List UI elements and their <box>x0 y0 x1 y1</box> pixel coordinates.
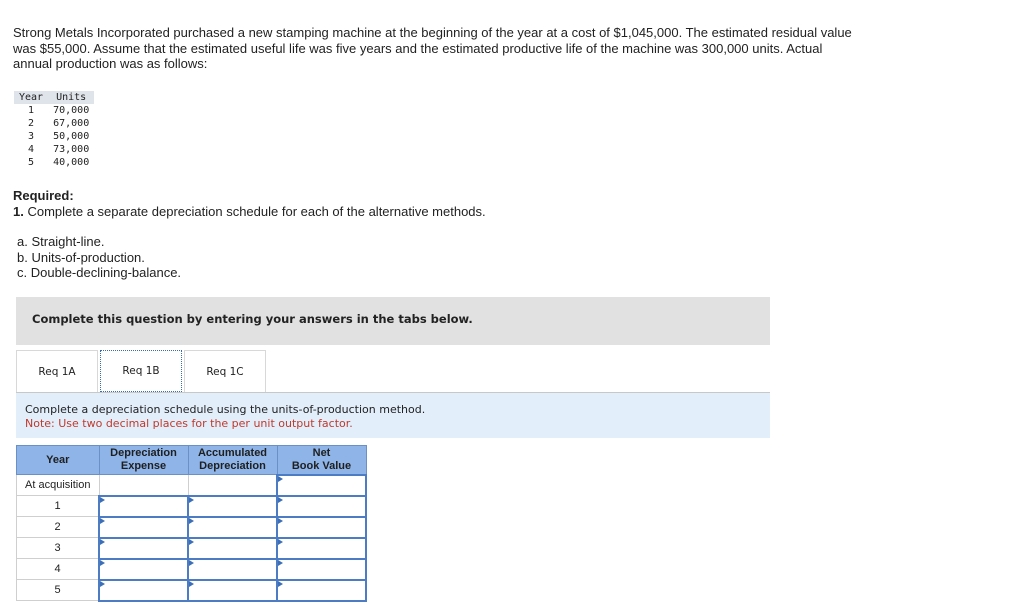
accumulated-depreciation-field[interactable] <box>189 497 276 516</box>
net-book-value-field[interactable] <box>278 539 365 558</box>
units-table-header-units: Units <box>48 91 94 104</box>
depreciation-expense-input[interactable] <box>99 517 188 538</box>
accumulated-depreciation-input[interactable] <box>188 559 277 580</box>
panel-note: Note: Use two decimal places for the per unit output factor. <box>25 417 353 430</box>
net-book-value-input[interactable] <box>277 580 366 601</box>
production-units-table <box>14 91 94 169</box>
depreciation-expense-field[interactable] <box>100 539 187 558</box>
net-book-value-field[interactable] <box>278 476 365 495</box>
depreciation-expense-field[interactable] <box>100 497 187 516</box>
row-year-label: 4 <box>17 559 100 580</box>
year-cell: 2 <box>28 118 35 129</box>
required-heading: Required: <box>13 188 74 203</box>
year-cell: 1 <box>28 105 35 116</box>
year-cell: 5 <box>28 157 35 168</box>
units-cell: 40,000 <box>53 157 90 168</box>
table-row <box>17 559 367 580</box>
row-year-label: 2 <box>17 517 100 538</box>
instruction-text: Complete this question by entering your answers in the tabs below. <box>32 312 473 326</box>
table-row <box>17 580 367 601</box>
header-net-book-value: Net Book Value <box>277 446 366 475</box>
net-book-value-field[interactable] <box>278 560 365 579</box>
accumulated-depreciation-input[interactable] <box>188 580 277 601</box>
row-year-label: 3 <box>17 538 100 559</box>
method-item: a. Straight-line. <box>17 234 105 249</box>
method-item: c. Double-declining-balance. <box>17 265 182 280</box>
table-row <box>17 496 367 517</box>
row-year-label: At acquisition <box>17 475 100 496</box>
row-year-label: 1 <box>17 496 100 517</box>
tab-req-1c[interactable]: Req 1C <box>184 350 266 392</box>
depreciation-expense-input[interactable] <box>99 580 188 601</box>
accumulated-depreciation-field[interactable] <box>189 518 276 537</box>
accumulated-depreciation-input[interactable] <box>188 496 277 517</box>
problem-statement: Strong Metals Incorporated purchased a new stamping machine at the beginning of the year at a cost of $1,045,000. The estimated residual value was $55,000. Assume that the estimated useful life was five years and the estimated productive life of the machine was 300,000 units. Actual annual production was as follows: <box>13 25 852 71</box>
net-book-value-input[interactable] <box>277 538 366 559</box>
depreciation-expense-field[interactable] <box>100 518 187 537</box>
method-item: b. Units-of-production. <box>17 249 145 265</box>
tab-req-1a[interactable]: Req 1A <box>16 350 98 392</box>
accumulated-depreciation-input[interactable] <box>188 538 277 559</box>
depreciation-expense-input[interactable] <box>99 559 188 580</box>
methods-list <box>17 234 181 281</box>
tab-panel-instructions <box>16 393 770 438</box>
units-table-header-year: Year <box>14 91 48 104</box>
net-book-value-input[interactable] <box>277 496 366 517</box>
units-cell: 73,000 <box>53 144 90 155</box>
net-book-value-input[interactable] <box>277 517 366 538</box>
table-row <box>14 156 94 169</box>
depreciation-expense-field[interactable] <box>100 560 187 579</box>
depreciation-schedule-table <box>16 445 367 602</box>
required-number: 1. <box>13 204 24 219</box>
net-book-value-field[interactable] <box>278 518 365 537</box>
year-cell: 4 <box>28 144 35 155</box>
table-row <box>17 517 367 538</box>
empty-cell <box>99 475 188 496</box>
row-year-label: 5 <box>17 580 100 601</box>
depreciation-expense-input[interactable] <box>99 538 188 559</box>
accumulated-depreciation-field[interactable] <box>189 539 276 558</box>
net-book-value-input[interactable] <box>277 475 366 496</box>
table-row <box>17 538 367 559</box>
net-book-value-input[interactable] <box>277 559 366 580</box>
units-cell: 70,000 <box>53 105 90 116</box>
empty-cell <box>188 475 277 496</box>
header-year: Year <box>17 446 100 475</box>
accumulated-depreciation-input[interactable] <box>188 517 277 538</box>
table-row <box>14 104 94 117</box>
units-cell: 67,000 <box>53 118 90 129</box>
required-text: Complete a separate depreciation schedule for each of the alternative methods. <box>27 204 486 219</box>
panel-instruction: Complete a depreciation schedule using the units-of-production method. <box>25 403 426 416</box>
table-row <box>14 117 94 130</box>
tab-req-1b[interactable]: Req 1B <box>100 350 182 392</box>
instruction-banner <box>16 297 770 345</box>
accumulated-depreciation-field[interactable] <box>189 560 276 579</box>
required-item <box>13 204 486 219</box>
header-depreciation-expense: Depreciation Expense <box>99 446 188 475</box>
net-book-value-field[interactable] <box>278 497 365 516</box>
year-cell: 3 <box>28 131 35 142</box>
units-cell: 50,000 <box>53 131 90 142</box>
table-row <box>17 475 367 496</box>
table-row <box>14 143 94 156</box>
header-accumulated-depreciation: Accumulated Depreciation <box>188 446 277 475</box>
depreciation-expense-input[interactable] <box>99 496 188 517</box>
table-row <box>14 130 94 143</box>
